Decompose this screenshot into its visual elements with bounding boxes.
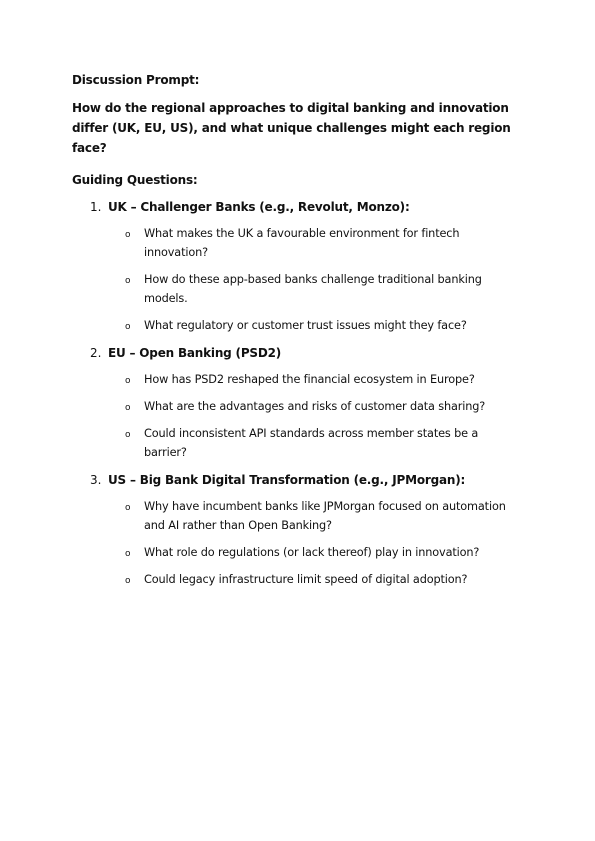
section-title-eu: EU – Open Banking (PSD2): [108, 346, 282, 360]
section-title-us: US – Big Bank Digital Transformation (e.g., JPMorgan):: [108, 473, 466, 487]
bullet-icon: o: [125, 276, 131, 286]
section-title-uk: UK – Challenger Banks (e.g., Revolut, Monzo):: [108, 200, 410, 214]
question-item: What role do regulations (or lack thereof) play in innovation?: [144, 546, 480, 559]
section-number: 2.: [90, 346, 102, 360]
section-number: 1.: [90, 200, 102, 214]
bullet-icon: o: [125, 576, 131, 586]
bullet-icon: o: [125, 503, 131, 513]
question-item: Could inconsistent API standards across member states be a barrier?: [144, 427, 479, 459]
bullet-icon: o: [125, 322, 131, 332]
guiding-questions-label: Guiding Questions:: [72, 173, 198, 187]
discussion-prompt-label: Discussion Prompt:: [72, 73, 200, 87]
bullet-icon: o: [125, 230, 131, 240]
section-number: 3.: [90, 473, 102, 487]
question-item: How has PSD2 reshaped the financial ecosystem in Europe?: [144, 373, 475, 386]
bullet-icon: o: [125, 403, 131, 413]
question-item: What regulatory or customer trust issues might they face?: [144, 319, 467, 332]
bullet-icon: o: [125, 549, 131, 559]
question-item: Why have incumbent banks like JPMorgan focused on automation and AI rather than Open Banking?: [144, 500, 506, 532]
question-item: What are the advantages and risks of customer data sharing?: [144, 400, 486, 413]
bullet-icon: o: [125, 376, 131, 386]
question-item: Could legacy infrastructure limit speed of digital adoption?: [144, 573, 468, 586]
question-item: How do these app-based banks challenge traditional banking models.: [144, 273, 482, 305]
discussion-prompt-text: How do the regional approaches to digital banking and innovation differ (UK, EU, US), and what unique challenges might each region face?: [72, 101, 511, 155]
question-item: What makes the UK a favourable environment for fintech innovation?: [144, 227, 460, 259]
bullet-icon: o: [125, 430, 131, 440]
